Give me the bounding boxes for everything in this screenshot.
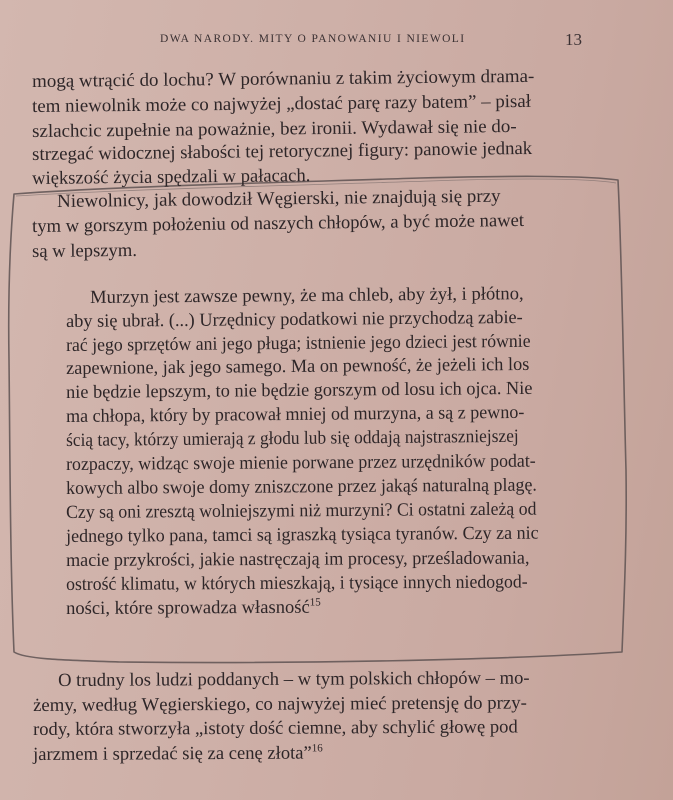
quote-line: Murzyn jest zawsze pewny, że ma chleb, aby żył, i płótno, [89, 283, 524, 308]
quote-line: Czy są oni zresztą wolniejszymi niż murzyni? Ci ostatni zależą od [65, 498, 537, 523]
text-line: większość życia spędzali w pałacach. [31, 165, 311, 189]
quote-line [65, 596, 321, 619]
running-header: DWA NARODY. MITY O PANOWANIU I NIEWOLI [160, 33, 466, 45]
text-line: Niewolnicy, jak dowodził Węgierski, nie znajdują się przy [56, 185, 501, 212]
text-line: szlachcic zupełnie na poważnie, bez ironii. Wydawał się nie do- [31, 116, 517, 142]
quote-line: ścią tacy, którzy umierają z głodu lub się oddają najstraszniejszej [65, 425, 519, 451]
bottom-last-line-text: jarzmem i sprzedać się za cenę złota” [32, 742, 312, 765]
quote-line: ma chłopa, który by pracował mniej od murzyna, a są z pewno- [65, 401, 525, 427]
quote-line: nie będzie lepszym, to nie będzie gorszym od losu ich ojca. Nie [65, 377, 533, 403]
footnote-marker: 16 [311, 742, 323, 755]
text-line: rody, która stworzyła „istoty dość ciemne, aby schylić głowę pod [32, 716, 518, 740]
quote-last-line-text: ności, które sprowadza własność [65, 596, 310, 619]
quote-line: macie przykrości, jakie nastręczają im procesy, prześladowania, [65, 547, 530, 571]
quote-line: zapewnione, jak jego samego. Ma on pewność, że jeżeli ich los [65, 353, 530, 379]
quote-line: kowych albo swoje domy zniszczone przez jakąś naturalną plagę. [65, 474, 537, 499]
text-line: strzegać widocznej słabości tej retorycznej figury: panowie jednak [31, 137, 533, 165]
text-line: tem niewolnik może co najwyżej „dostać parę razy batem” – pisał [31, 90, 532, 117]
text-line: O trudny los ludzi poddanych – w tym polskich chłopów – mo- [57, 667, 530, 691]
text-line: tym w gorszym położeniu od naszych chłopów, a być może nawet [31, 209, 525, 237]
quote-line: ostrość klimatu, w których mieszkają, i tysiące innych niedogod- [65, 571, 528, 595]
footnote-marker: 15 [309, 596, 321, 609]
text-line: żemy, według Węgierskiego, co najwyżej mieć pretensję do przy- [32, 692, 527, 716]
quote-line: aby się ubrał. (...) Urzędnicy podatkowi nie przychodzą zabie- [65, 306, 523, 332]
quote-line: rać jego sprzętów ani jego pługa; istnienie jego dzieci jest równie [65, 330, 531, 356]
quote-line: jednego tylko pana, tamci są igraszką tysiąca tyranów. Czy za nic [65, 522, 539, 547]
page-number: 13 [565, 30, 582, 49]
text-line [33, 744, 323, 764]
quote-line: rozpaczy, widząc swoje mienie porwane przez urzędników podat- [65, 450, 536, 475]
text-line: mogą wtrącić do lochu? W porównaniu z takim życiowym drama- [31, 65, 535, 92]
text-line: są w lepszym. [31, 239, 138, 262]
